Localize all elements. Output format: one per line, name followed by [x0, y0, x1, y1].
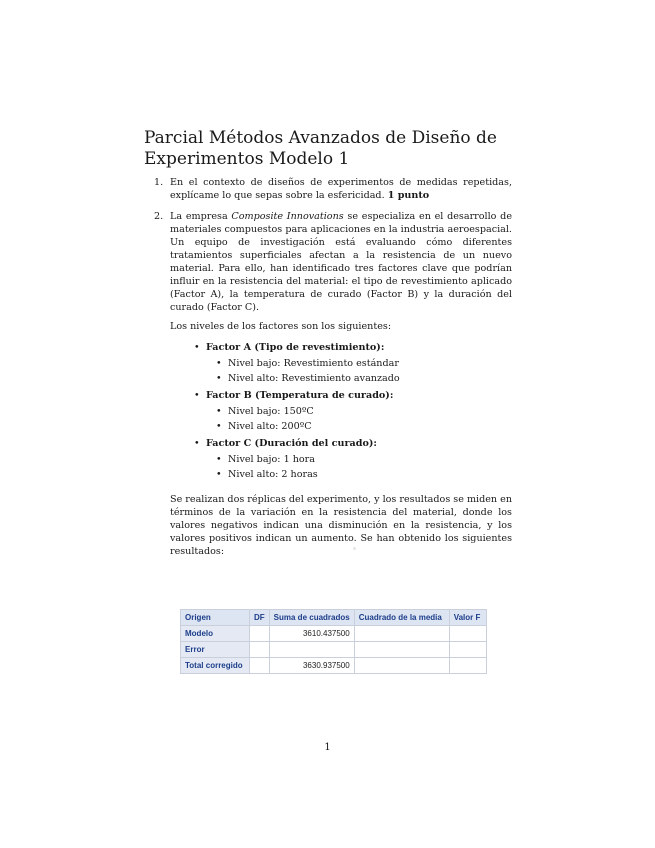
table-cell	[449, 642, 486, 658]
header-origen: Origen	[181, 610, 250, 626]
table-cell: 3630.937500	[269, 658, 354, 674]
table-cell	[354, 626, 449, 642]
factor-list	[170, 341, 512, 481]
question-list	[144, 176, 512, 558]
table-cell	[354, 658, 449, 674]
levels-intro: Los niveles de los factores son los siguientes:	[170, 321, 392, 332]
header-df: DF	[250, 610, 270, 626]
table-row	[181, 658, 487, 674]
anova-table	[180, 609, 487, 674]
table-cell	[250, 658, 270, 674]
question-text: En el contexto de diseños de experimentos de medidas repetidas, explícame lo que sepas sobre la esfericidad.	[170, 177, 512, 201]
level-item: • Nivel bajo: 150ºC	[216, 405, 512, 418]
factor-b	[194, 389, 512, 433]
table-cell	[269, 642, 354, 658]
table-row	[181, 642, 487, 658]
factor-c	[194, 437, 512, 481]
question-number: 2.	[154, 211, 164, 222]
level-list	[206, 357, 512, 385]
factor-name: Factor A (Tipo de revestimiento):	[206, 342, 385, 353]
row-label: Error	[181, 642, 250, 658]
table-header-row	[181, 610, 487, 626]
level-list	[206, 453, 512, 481]
table-cell	[449, 626, 486, 642]
question-1	[144, 176, 512, 202]
image-placeholder-dot	[353, 547, 356, 550]
header-cuadrado-media: Cuadrado de la media	[354, 610, 449, 626]
row-label: Modelo	[181, 626, 250, 642]
question-2	[144, 210, 512, 558]
level-item: • Nivel alto: 200ºC	[216, 420, 512, 433]
company-name: Composite Innovations	[231, 211, 344, 222]
table-cell	[354, 642, 449, 658]
question-intro	[170, 210, 512, 314]
level-item: • Nivel alto: Revestimiento avanzado	[216, 372, 512, 385]
level-list	[206, 405, 512, 433]
table-row	[181, 626, 487, 642]
document-body	[144, 176, 512, 566]
intro-after-company: se especializa en el desarrollo de materiales compuestos para aplicaciones en la industria aeroespacial. Un equipo de investigación está evaluando cómo diferentes tratamientos superficiales afectan a la resistencia de un nuevo material. Para ello, han identificado tres factores clave que podrían influir en la resistencia del material: el tipo de revestimiento aplicado (Factor A), la temperatura de curado (Factor B) y la duración del curado (Factor C).	[170, 211, 512, 313]
header-valor-f: Valor F	[449, 610, 486, 626]
row-label: Total corregido	[181, 658, 250, 674]
question-points: 1 punto	[387, 190, 430, 201]
factor-a	[194, 341, 512, 385]
table-cell	[449, 658, 486, 674]
table-cell	[250, 642, 270, 658]
factor-name: Factor C (Duración del curado):	[206, 438, 377, 449]
level-item: • Nivel alto: 2 horas	[216, 468, 512, 481]
table-cell: 3610.437500	[269, 626, 354, 642]
factor-name: Factor B (Temperatura de curado):	[206, 390, 394, 401]
header-suma-cuadrados: Suma de cuadrados	[269, 610, 354, 626]
page-number: 1	[324, 742, 331, 753]
question-number: 1.	[154, 177, 164, 188]
table-cell	[250, 626, 270, 642]
document-title: Parcial Métodos Avanzados de Diseño de Experimentos Modelo 1	[144, 128, 497, 169]
level-item: • Nivel bajo: Revestimiento estándar	[216, 357, 512, 370]
level-item: • Nivel bajo: 1 hora	[216, 453, 512, 466]
results-text: Se realizan dos réplicas del experimento, y los resultados se miden en términos de la variación en la resistencia del material, donde los valores negativos indican una disminución en la resistencia, y los valores positivos indican un aumento. Se han obtenido los siguientes resultados:	[170, 494, 513, 557]
intro-before-company: La empresa	[170, 211, 232, 222]
